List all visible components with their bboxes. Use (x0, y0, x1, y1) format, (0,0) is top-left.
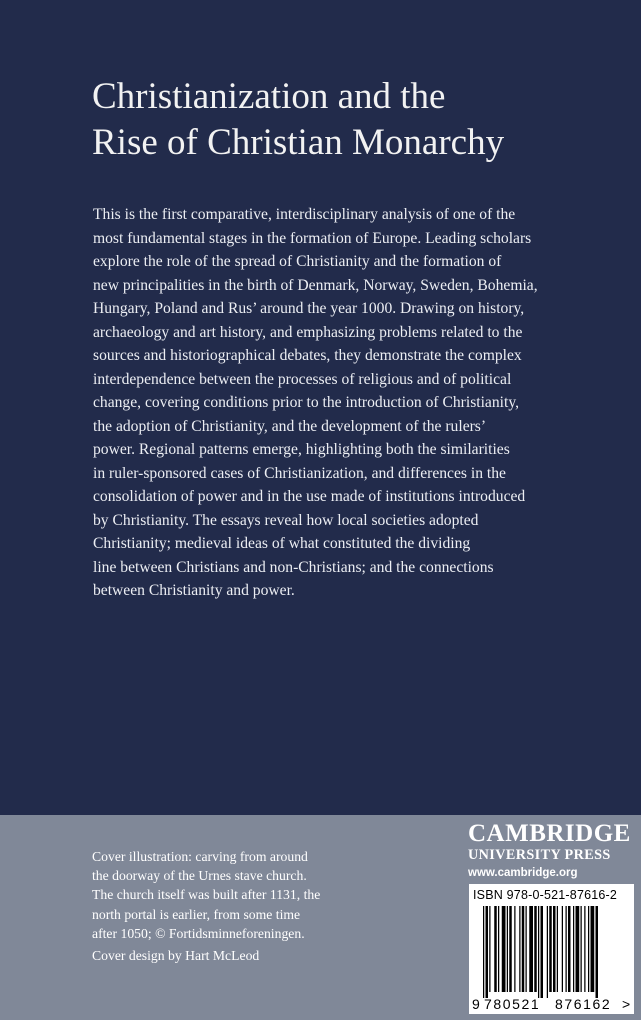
barcode-bar (581, 906, 582, 992)
description-line: line between Christians and non-Christians; and the connections (93, 558, 494, 576)
isbn-label: ISBN 978-0-521-87616-2 (473, 888, 618, 902)
credit-line: after 1050; © Fortidsminneforeningen. (92, 925, 305, 941)
barcode-bar (576, 906, 580, 992)
barcode-bar (573, 906, 574, 992)
description-line: the adoption of Christianity, and the development of the rulers’ (93, 417, 487, 435)
barcode-bar (526, 906, 527, 992)
barcode-bar (588, 906, 589, 992)
isbn-barcode (469, 884, 634, 1014)
barcode-bar (489, 906, 490, 992)
barcode-bar (519, 906, 520, 992)
barcode-bar (522, 906, 525, 992)
cover-illustration-credit (92, 847, 362, 943)
barcode-bar (529, 906, 533, 992)
barcode-digit-first: 9 (472, 996, 480, 1012)
title-line: Rise of Christian Monarchy (92, 122, 505, 163)
barcode-bar (596, 906, 599, 998)
barcode-bar (486, 906, 489, 998)
publisher-url: www.cambridge.org (468, 867, 578, 879)
barcode-bar (566, 906, 567, 992)
book-title (92, 74, 612, 166)
description-line: change, covering conditions prior to the introduction of Christianity, (93, 394, 519, 411)
credit-line: Cover illustration: carving from around (92, 849, 308, 864)
barcode-bar (584, 906, 585, 992)
description-line: power. Regional patterns emerge, highlighting both the similarities (93, 441, 510, 458)
barcode-bar (483, 906, 484, 998)
barcode-bar (534, 906, 537, 992)
publisher-logo (468, 821, 638, 883)
barcode-bar (568, 906, 571, 992)
publisher-subname: UNIVERSITY PRESS (468, 847, 611, 863)
book-description (93, 203, 563, 603)
barcode-bar (541, 906, 544, 998)
barcode-bar (502, 906, 506, 992)
publisher-name: CAMBRIDGE (468, 820, 631, 847)
description-line: between Christianity and power. (93, 582, 295, 599)
description-line: new principalities in the birth of Denmark, Norway, Sweden, Bohemia, (93, 276, 538, 294)
description-line: Hungary, Poland and Rus’ around the year 1000. Drawing on history, (93, 300, 525, 317)
barcode-bar (549, 906, 552, 992)
description-line: interdependence between the processes of religious and of political (93, 370, 512, 388)
barcode-bar (547, 906, 548, 998)
barcode-digits-right: 876162 (555, 996, 612, 1012)
credit-line: the doorway of the Urnes stave church. (92, 868, 307, 884)
description-line: most fundamental stages in the formation of Europe. Leading scholars (93, 229, 532, 247)
credit-line: The church itself was built after 1131, the (92, 887, 321, 903)
barcode-bar (498, 906, 499, 992)
title-line: Christianization and the (92, 76, 446, 117)
barcode-bar (591, 906, 595, 992)
barcode-bar (509, 906, 512, 992)
barcode-bar (557, 906, 558, 992)
credit-line: north portal is earlier, from some time (92, 906, 301, 922)
description-line: explore the role of the spread of Christianity and the formation of (93, 253, 502, 270)
barcode-bar (562, 906, 563, 992)
description-line: by Christianity. The essays reveal how local societies adopted (93, 511, 479, 529)
barcode-digit-end: > (622, 996, 631, 1012)
barcode-bar (538, 906, 539, 998)
description-line: consolidation of power and in the use made of institutions introduced (93, 488, 526, 505)
barcode-bar (507, 906, 508, 992)
barcode-bars (469, 884, 634, 1014)
description-line: in ruler-sponsored cases of Christianization, and differences in the (93, 464, 506, 482)
cover-design-credit: Cover design by Hart McLeod (92, 948, 260, 963)
barcode-bar (553, 906, 556, 992)
cover-bottom-panel (0, 815, 641, 1020)
description-line: This is the first comparative, interdisciplinary analysis of one of the (93, 206, 516, 223)
barcode-digits-left: 780521 (484, 996, 541, 1012)
description-line: sources and historiographical debates, they demonstrate the complex (93, 347, 522, 364)
barcode-bar (514, 906, 515, 992)
description-line: Christianity; medieval ideas of what constituted the dividing (93, 535, 471, 552)
description-line: archaeology and art history, and emphasizing problems related to the (93, 323, 523, 341)
barcode-bar (494, 906, 497, 992)
